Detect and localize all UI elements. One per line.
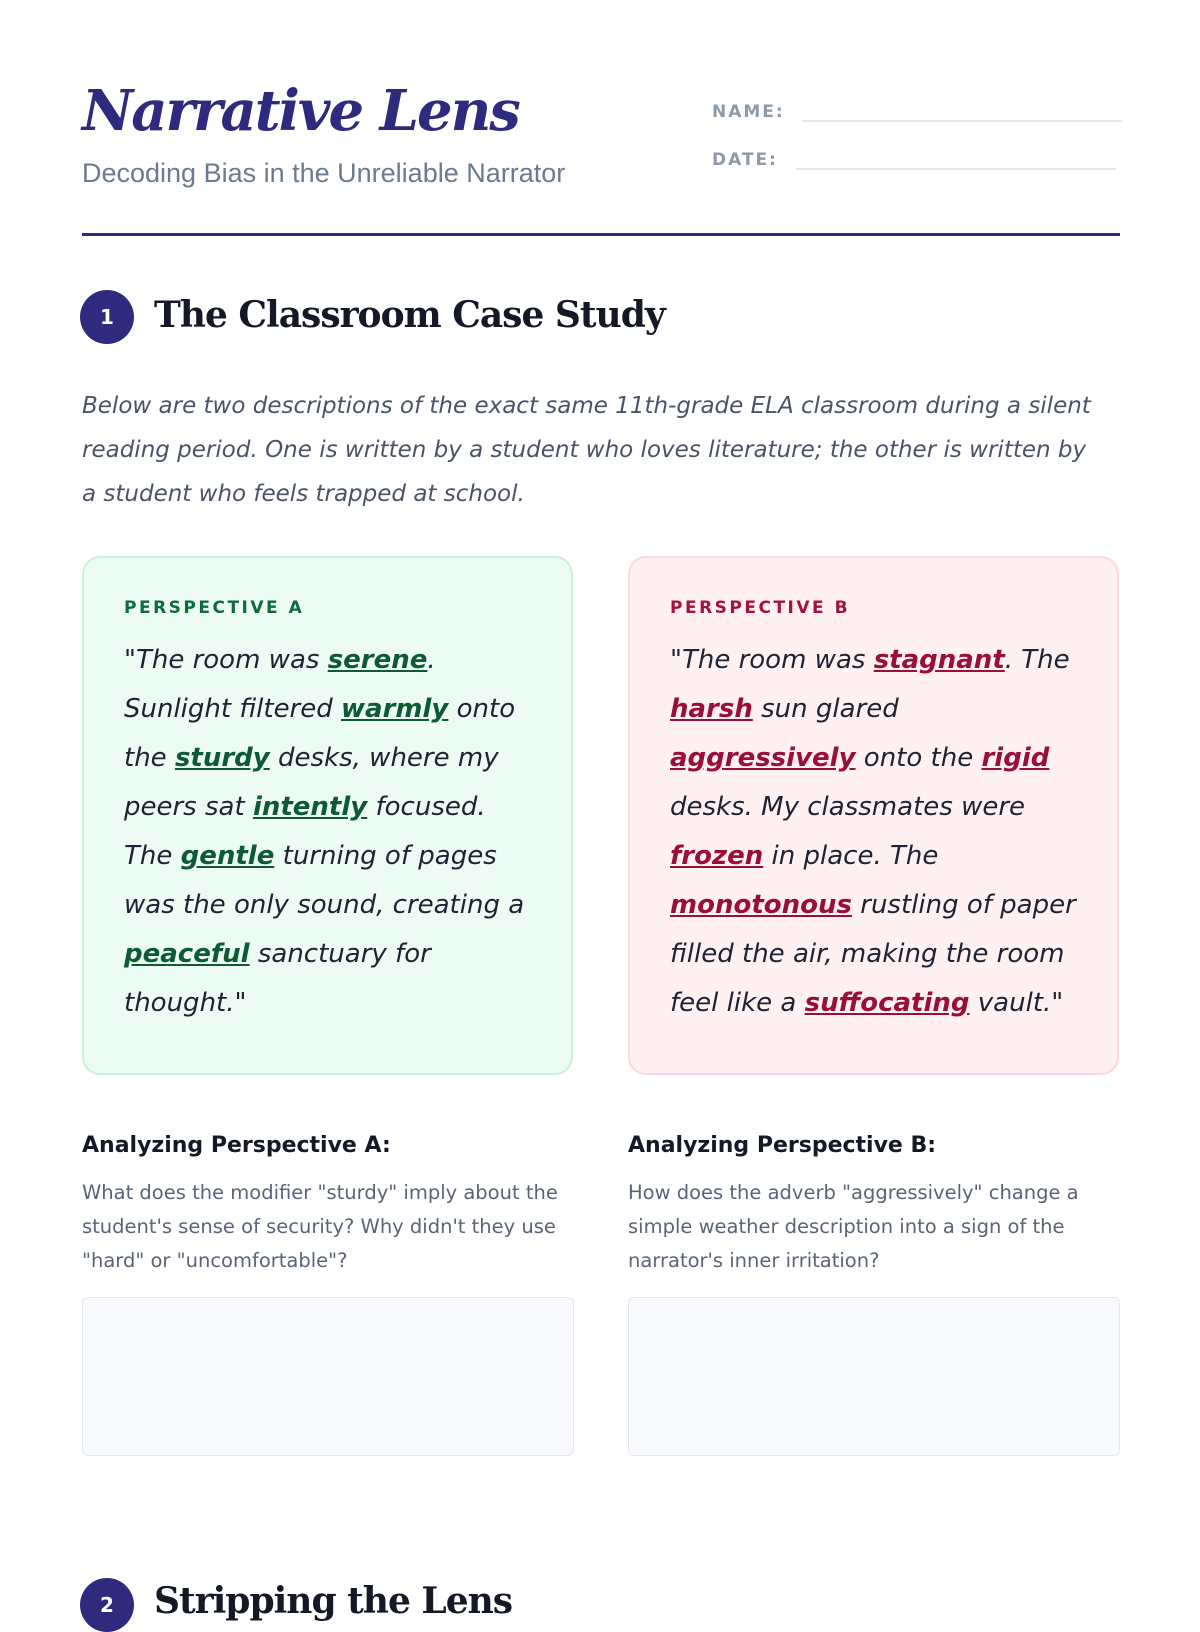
keyword: stagnant [873,645,1005,675]
perspective-a-card [82,556,573,1075]
keyword: intently [252,792,368,822]
section-title: The Classroom Case Study [154,294,665,336]
perspective-a-quote: "The room was serene. Sunlight filtered warmly onto the sturdy desks, where my peers sat intently focused. The gentle turning of pages was the only sound, creating a peaceful sanctuary for thought." [124,645,525,1018]
perspective-b-quote: "The room was stagnant. The harsh sun glared aggressively onto the rigid desks. My classmates were frozen in place. The monotonous rustling of paper filled the air, making the room feel like a suffocating vault." [670,645,1076,1018]
keyword: peaceful [124,939,250,969]
perspective-b-label: PERSPECTIVE B [670,598,851,618]
perspective-b-card [628,556,1119,1075]
keyword: sturdy [174,743,270,773]
question-a [82,1133,574,1278]
perspective-a-label: PERSPECTIVE A [124,598,305,618]
question-b-title: Analyzing Perspective B: [628,1133,937,1158]
keyword: rigid [981,743,1050,773]
date-field[interactable] [712,150,1116,170]
keyword: aggressively [670,743,856,773]
worksheet-subtitle: Decoding Bias in the Unreliable Narrator [82,158,566,188]
keyword: warmly [341,694,449,724]
name-field[interactable] [712,102,1122,122]
question-a-text: What does the modifier "sturdy" imply about the student's sense of security? Why didn't they use "hard" or "uncomfortable"? [82,1181,558,1272]
date-line[interactable] [796,150,1116,170]
question-b-text: How does the adverb "aggressively" change a simple weather description into a sign of the narrator's inner irritation? [628,1181,1079,1272]
worksheet-title: Narrative Lens [82,78,519,144]
answer-box-b[interactable] [628,1297,1120,1456]
section-number-badge: 2 [80,1578,134,1632]
section-number-badge: 1 [80,290,134,344]
name-line[interactable] [802,102,1122,122]
question-a-title: Analyzing Perspective A: [82,1133,391,1158]
answer-box-a[interactable] [82,1297,574,1456]
keyword: harsh [670,694,753,724]
keyword: monotonous [670,890,852,920]
section-intro: Below are two descriptions of the exact same 11th-grade ELA classroom during a silent reading period. One is written by a student who loves literature; the other is written by a student who feels trapped at school. [82,393,1091,507]
section-title: Stripping the Lens [154,1580,513,1622]
keyword: suffocating [804,988,970,1018]
name-label: NAME: [712,102,785,122]
keyword: serene [327,645,428,675]
question-b [628,1133,1120,1278]
header-divider [82,233,1120,236]
keyword: gentle [180,841,275,871]
keyword: frozen [670,841,764,871]
date-label: DATE: [712,150,778,170]
